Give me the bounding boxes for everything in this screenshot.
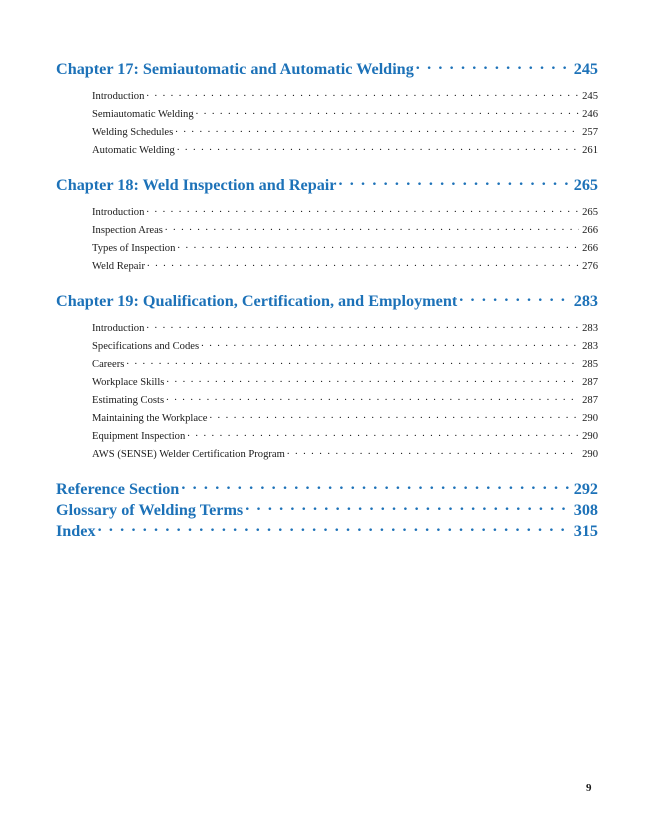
- dot-leader: [175, 240, 579, 251]
- back-matter-title: Index: [56, 522, 96, 541]
- section-entry[interactable]: [92, 338, 598, 356]
- chapter-group-18: [56, 174, 598, 276]
- section-page: 290: [582, 430, 598, 442]
- dot-leader: [144, 320, 579, 331]
- section-page: 257: [582, 126, 598, 138]
- section-title: Weld Repair: [92, 260, 145, 272]
- section-entry[interactable]: [92, 428, 598, 446]
- section-title: Careers: [92, 358, 125, 370]
- back-matter-entry[interactable]: [56, 478, 598, 499]
- dot-leader: [163, 222, 579, 233]
- section-title: Estimating Costs: [92, 394, 165, 406]
- chapter-page: 283: [573, 292, 598, 311]
- section-page: 287: [582, 376, 598, 388]
- chapter-group-17: [56, 58, 598, 160]
- section-page: 283: [582, 322, 598, 334]
- back-matter-page: 292: [573, 480, 598, 499]
- section-page: 246: [582, 108, 598, 120]
- section-entry[interactable]: [92, 142, 598, 160]
- page-number: 9: [586, 782, 592, 794]
- chapter-title: Chapter 17: Semiautomatic and Automatic Welding: [56, 60, 414, 79]
- section-title: AWS (SENSE) Welder Certification Program: [92, 448, 285, 460]
- chapter-group-19: [56, 290, 598, 464]
- section-entry[interactable]: [92, 124, 598, 142]
- section-entry[interactable]: [92, 410, 598, 428]
- section-title: Maintaining the Workplace: [92, 412, 208, 424]
- section-title: Specifications and Codes: [92, 340, 200, 352]
- section-page: 287: [582, 394, 598, 406]
- back-matter-entry[interactable]: [56, 520, 598, 541]
- section-page: 261: [582, 144, 598, 156]
- section-entry[interactable]: [92, 240, 598, 258]
- section-page: 266: [582, 224, 598, 236]
- dot-leader: [336, 174, 569, 190]
- back-matter-page: 315: [573, 522, 598, 541]
- section-entry[interactable]: [92, 356, 598, 374]
- section-page: 266: [582, 242, 598, 254]
- section-page: 276: [582, 260, 598, 272]
- dot-leader: [243, 499, 569, 515]
- section-entry[interactable]: [92, 88, 598, 106]
- chapter-entry[interactable]: [56, 174, 598, 204]
- chapter-page: 265: [573, 176, 598, 195]
- section-page: 285: [582, 358, 598, 370]
- chapter-title: Chapter 18: Weld Inspection and Repair: [56, 176, 337, 195]
- dot-leader: [144, 204, 579, 215]
- section-entry[interactable]: [92, 392, 598, 410]
- dot-leader: [164, 392, 579, 403]
- back-matter-title: Reference Section: [56, 480, 180, 499]
- dot-leader: [414, 58, 570, 74]
- dot-leader: [164, 374, 579, 385]
- chapter-entry[interactable]: [56, 290, 598, 320]
- section-page: 245: [582, 90, 598, 102]
- dot-leader: [207, 410, 579, 421]
- dot-leader: [457, 290, 569, 306]
- back-matter-page: 308: [573, 501, 598, 520]
- section-entry[interactable]: [92, 320, 598, 338]
- section-page: 290: [582, 448, 598, 460]
- section-title: Automatic Welding: [92, 144, 175, 156]
- section-title: Welding Schedules: [92, 126, 174, 138]
- section-entry[interactable]: [92, 222, 598, 240]
- dot-leader: [173, 124, 579, 135]
- back-matter-entry[interactable]: [56, 499, 598, 520]
- section-entry[interactable]: [92, 374, 598, 392]
- section-page: 290: [582, 412, 598, 424]
- chapter-page: 245: [573, 60, 598, 79]
- section-title: Introduction: [92, 90, 145, 102]
- dot-leader: [175, 142, 579, 153]
- dot-leader: [124, 356, 579, 367]
- back-matter: [56, 478, 598, 541]
- section-title: Introduction: [92, 206, 145, 218]
- section-title: Semiautomatic Welding: [92, 108, 194, 120]
- section-title: Inspection Areas: [92, 224, 163, 236]
- section-page: 265: [582, 206, 598, 218]
- dot-leader: [285, 446, 579, 457]
- section-title: Introduction: [92, 322, 145, 334]
- dot-leader: [199, 338, 579, 349]
- chapter-title: Chapter 19: Qualification, Certification, and Employment: [56, 292, 458, 311]
- section-title: Types of Inspection: [92, 242, 176, 254]
- section-entry[interactable]: [92, 446, 598, 464]
- dot-leader: [96, 520, 570, 536]
- section-page: 283: [582, 340, 598, 352]
- dot-leader: [179, 478, 569, 494]
- dot-leader: [144, 88, 579, 99]
- section-entry[interactable]: [92, 204, 598, 222]
- section-title: Workplace Skills: [92, 376, 165, 388]
- dot-leader: [145, 258, 579, 269]
- back-matter-title: Glossary of Welding Terms: [56, 501, 244, 520]
- section-entry[interactable]: [92, 106, 598, 124]
- table-of-contents: [56, 58, 598, 541]
- dot-leader: [185, 428, 579, 439]
- dot-leader: [194, 106, 579, 117]
- section-entry[interactable]: [92, 258, 598, 276]
- section-title: Equipment Inspection: [92, 430, 186, 442]
- chapter-entry[interactable]: [56, 58, 598, 88]
